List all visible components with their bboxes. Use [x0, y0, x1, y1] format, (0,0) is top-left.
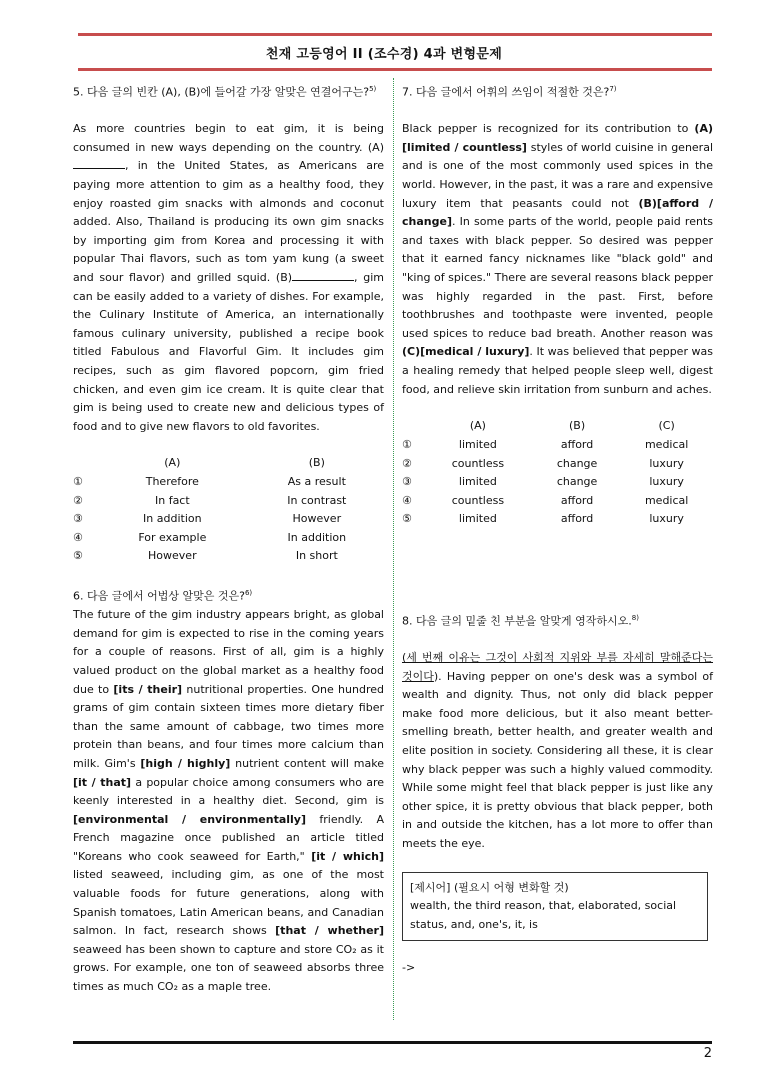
q5-header-b: (B) — [308, 456, 325, 470]
q5-option-4[interactable]: ④ For example In addition — [73, 530, 347, 544]
q5-prompt: 5. 다음 글의 빈칸 (A), (B)에 들어갈 가장 알맞은 연결어구는?$^{5)}$ — [73, 85, 377, 99]
q7-header-b: (B) — [568, 419, 586, 433]
q7-option-2[interactable]: ② countless change luxury — [402, 456, 684, 470]
q5-options — [73, 454, 384, 566]
q5-option-3[interactable]: ③ In addition However — [73, 512, 342, 526]
blank-a — [73, 158, 125, 169]
q5-option-5[interactable]: ⑤ However In short — [73, 549, 338, 563]
q6-prompt: 6. 다음 글에서 어법상 알맞은 것은?$^{6)}$ — [73, 588, 253, 603]
q7-choice-c: (C)[medical / luxury] — [402, 345, 530, 359]
footer-rule — [73, 1041, 712, 1044]
q7-choice-b: (B)[afford / change] — [402, 196, 713, 229]
q7-passage: Black pepper is recognized for its contribution to (A)[limited / countless] styles of world cuisine in general and is one of the most commonly used spices in the world. However, in the past, it was a rare and expensive luxury item that peasants could not (B)[afford / change]. In some parts of the world, people paid rents and taxes with black pepper. So desired was pepper that it earned fancy nicknames like "black gold" and "king of spices." There are several reasons black pepper was highly regarded in the past. First, before toothbrushes and toothpaste were invented, people used spices to reduce bad breath. Another reason was (C)[medical / luxury]. It was believed that pepper was a healing remedy that helped people sleep well, digest food, and relieve skin irritation from sunburn and aches. — [402, 122, 714, 396]
q7-header-a: (A) — [469, 419, 486, 433]
page-title: 천재 고등영어 II (조수경) 4과 변형문제 — [265, 47, 503, 62]
q5-option-1[interactable]: ① Therefore As a result — [73, 474, 346, 488]
right-column — [402, 80, 713, 996]
q5-passage: As more countries begin to eat gim, it is being consumed in new ways depending on the country. (A) , in the United States, as Americans are paying more attention to gim as a healthy food, they enjoy roasted gim snacks with almonds and coconut added. Also, Thailand is producing its own gim snacks by importing gim from Korea and processing it with popular Thai flavors, such as tom yam kung (a sweet and sour flavor) and grilled squid. (B) , gim can be easily added to a variety of dishes. For example, the Culinary Institute of America, an internationally famous culinary university, published a recipe book titled Fabulous and Flavorful Gim. It includes gim recipes, such as gim flavored popcorn, gim fried chicken, and even gim ice cream. It is quite clear that gim is being used to create new and delicious types of food and to give new flavors to old favorites. — [73, 122, 384, 433]
q7-option-5[interactable]: ⑤ limited afford luxury — [402, 512, 684, 526]
q6-choice-5: [it / which] — [311, 849, 384, 863]
q7-choice-a: (A)[limited / countless] — [402, 122, 713, 154]
q8-prompt: 8. 다음 글의 밑줄 친 부분을 알맞게 영작하시오.$^{8)}$ — [402, 613, 639, 628]
q7-header-c: (C) — [658, 419, 675, 433]
question-8 — [402, 609, 713, 978]
q8-underlined-part: (세 번째 이유는 그것이 사회적 지위와 부를 자세히 말해준다는 것이다 — [402, 650, 713, 683]
question-5 — [73, 80, 384, 566]
q6-choice-2: [high / highly] — [140, 756, 231, 770]
q6-choice-1: [its / their] — [113, 682, 183, 696]
blank-b — [292, 270, 354, 281]
q6-passage: The future of the gim industry appears bright, as global demand for gim is expected to rise in the coming years for a couple of reasons. First of all, gim is a highly valued product on the global market as a healthy food due to [its / their] nutritional properties. One hundred grams of gim contain sixteen times more dietary fiber than the same amount of cabbage, two times more protein than beans, and four times more calcium than milk. Gim's [high / highly] nutrient content will make [it / that] a popular choice among consumers who are keenly interested in a healthy diet. Second, gim is [environmental / environmentally] friendly. A French magazine once published an article titled "Koreans who cook seaweed for Earth," [it / which] listed seaweed, including gim, as one of the most valuable foods for future generations, along with Spanish tomatoes, Latin American beans, and Canadian salmon. In fact, research shows [that / whether] seaweed has been shown to capture and store CO₂ as it grows. For example, one ton of seaweed absorbs three times as much CO₂ as a maple tree. — [73, 608, 385, 994]
question-7 — [402, 80, 713, 529]
header-top-rule — [78, 33, 712, 36]
q8-hint-words: wealth, the third reason, that, elaborated, social status, and, one's, it, is — [410, 899, 677, 931]
q8-answer-arrow[interactable]: -> — [402, 961, 416, 975]
q8-hint-label: [제시어] (필요시 어형 변화할 것) — [410, 880, 569, 894]
q5-header-a: (A) — [164, 456, 181, 470]
q6-choice-4: [environmental / environmentally] — [73, 812, 306, 826]
header-bottom-rule — [78, 68, 712, 71]
left-column — [73, 80, 384, 1015]
page-number: 2 — [703, 1046, 712, 1061]
q6-choice-3: [it / that] — [73, 775, 132, 789]
q5-option-2[interactable]: ② In fact In contrast — [73, 493, 347, 507]
column-divider — [393, 78, 394, 1020]
q7-option-1[interactable]: ① limited afford medical — [402, 438, 689, 452]
q7-option-4[interactable]: ④ countless afford medical — [402, 493, 689, 507]
q7-options — [402, 417, 713, 529]
q7-prompt: 7. 다음 글에서 어휘의 쓰임이 적절한 것은?$^{7)}$ — [402, 85, 617, 99]
q6-choice-6: [that / whether] — [275, 924, 385, 938]
question-6 — [73, 584, 384, 997]
q8-passage: (세 번째 이유는 그것이 사회적 지위와 부를 자세히 말해준다는 것이다). Having pepper on one's desk was a symbol of wealth and dignity. Thus, not only did black pepper make food more delicious, but it also meant better-smelling breath, better health, and greater wealth and elite position in society. Considering all these, it is clear why black pepper was such a highly valued commodity. While some might feel that black pepper is just like any other spice, it is pretty obvious that black pepper, both in and outside the kitchen, has a lot more to offer than meets the eye. — [402, 650, 713, 850]
q7-option-3[interactable]: ③ limited change luxury — [402, 475, 684, 489]
q8-hint-box — [402, 872, 708, 942]
